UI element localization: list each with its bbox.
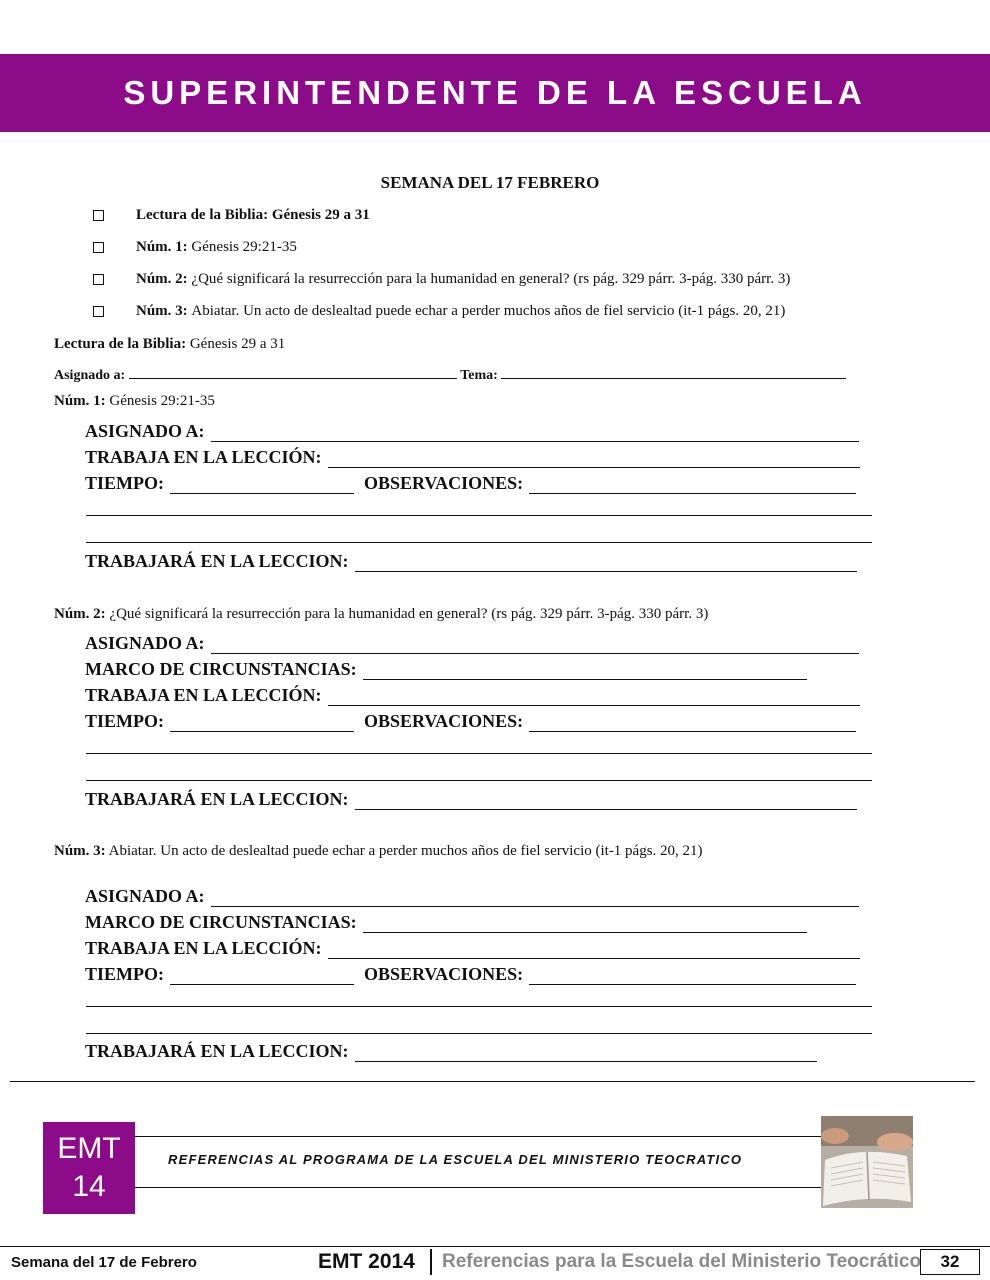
section-text: Abiatar. Un acto de deslealtad puede echar a perder muchos años de fiel servicio (it-1 págs. 20, 21) <box>108 843 703 859</box>
working-on-label: TRABAJA EN LA LECCIÓN: <box>85 938 322 958</box>
footer-separator <box>430 1249 432 1275</box>
checklist-item-bold: Lectura de la Biblia: Génesis 29 a 31 <box>136 207 370 223</box>
blank-line[interactable] <box>86 753 872 754</box>
will-work-field[interactable] <box>355 1045 817 1062</box>
footer-reference: Referencias para la Escuela del Ministerio Teocrático <box>442 1251 922 1272</box>
section-heading <box>54 606 708 623</box>
topic-label: Tema: <box>460 368 498 383</box>
assigned-field[interactable] <box>211 637 859 654</box>
footer-emt: EMT 2014 <box>318 1250 415 1273</box>
checklist-item-text: ¿Qué significará la resurrección para la humanidad en general? (rs pág. 329 párr. 3-pág. 330 párr. 3) <box>191 271 791 287</box>
working-on-label: TRABAJA EN LA LECCIÓN: <box>85 685 322 705</box>
assigned-label: ASIGNADO A: <box>85 633 205 653</box>
observations-field[interactable] <box>529 968 856 985</box>
emt-badge-line2: 14 <box>72 1170 106 1203</box>
form-row-will-work <box>85 551 857 572</box>
will-work-label: TRABAJARÁ EN LA LECCION: <box>85 1041 349 1061</box>
time-field[interactable] <box>170 968 354 985</box>
section-label: Núm. 1: <box>54 393 106 409</box>
working-on-field[interactable] <box>328 451 860 468</box>
section-heading <box>54 843 703 860</box>
section-heading <box>54 393 215 410</box>
checkbox-icon[interactable] <box>93 274 104 285</box>
checklist-item <box>93 239 297 256</box>
blank-line[interactable] <box>86 542 872 543</box>
assigned-label: Asignado a: <box>54 368 126 383</box>
working-on-field[interactable] <box>328 942 860 959</box>
form-row-time <box>85 711 856 732</box>
form-row-setting <box>85 912 807 933</box>
checklist-item-text: Abiatar. Un acto de deslealtad puede echar a perder muchos años de fiel servicio (it-1 págs. 20, 21) <box>191 303 786 319</box>
section-divider <box>10 1081 975 1082</box>
form-row-will-work <box>85 789 857 810</box>
checklist-item-bold: Núm. 2: <box>136 271 188 287</box>
assigned-label: ASIGNADO A: <box>85 421 205 441</box>
form-row-assigned <box>85 633 859 654</box>
observations-label: OBSERVACIONES: <box>364 964 524 984</box>
checklist-item-bold: Núm. 1: <box>136 239 188 255</box>
checkbox-icon[interactable] <box>93 242 104 253</box>
references-top-rule <box>135 1136 821 1137</box>
time-label: TIEMPO: <box>85 473 164 493</box>
checkbox-icon[interactable] <box>93 306 104 317</box>
form-row-time <box>85 473 856 494</box>
checklist-item <box>93 271 790 288</box>
checklist-item-bold: Núm. 3: <box>136 303 188 319</box>
assigned-label: ASIGNADO A: <box>85 886 205 906</box>
setting-field[interactable] <box>363 663 807 680</box>
assigned-topic-line <box>54 366 846 384</box>
form-row-working-on <box>85 447 860 468</box>
will-work-field[interactable] <box>355 793 857 810</box>
footer-rule <box>0 1246 990 1247</box>
will-work-label: TRABAJARÁ EN LA LECCION: <box>85 551 349 571</box>
open-bible-photo-icon <box>821 1116 913 1208</box>
will-work-field[interactable] <box>355 555 857 572</box>
blank-line[interactable] <box>86 1006 872 1007</box>
checklist-item <box>93 303 785 320</box>
form-row-time <box>85 964 856 985</box>
working-on-label: TRABAJA EN LA LECCIÓN: <box>85 447 322 467</box>
setting-label: MARCO DE CIRCUNSTANCIAS: <box>85 659 357 679</box>
references-banner-text: REFERENCIAS AL PROGRAMA DE LA ESCUELA DEL MINISTERIO TEOCRATICO <box>168 1152 743 1167</box>
section-text: Génesis 29:21-35 <box>109 393 215 409</box>
bible-reading-line <box>54 336 285 353</box>
assigned-field[interactable] <box>211 425 859 442</box>
page-number: 32 <box>920 1249 980 1275</box>
page-footer <box>0 1249 990 1277</box>
emt-badge-line1: EMT <box>57 1132 121 1165</box>
blank-line[interactable] <box>86 780 872 781</box>
assigned-field[interactable] <box>211 890 859 907</box>
section-text: ¿Qué significará la resurrección para la humanidad en general? (rs pág. 329 párr. 3-pág. 330 párr. 3) <box>109 606 709 622</box>
observations-label: OBSERVACIONES: <box>364 473 524 493</box>
form-row-assigned <box>85 421 859 442</box>
bible-reading-text: Génesis 29 a 31 <box>189 336 286 352</box>
setting-label: MARCO DE CIRCUNSTANCIAS: <box>85 912 357 932</box>
section-label: Núm. 3: <box>54 843 106 859</box>
topic-field[interactable] <box>501 366 846 379</box>
assigned-field[interactable] <box>129 366 457 379</box>
emt-badge <box>43 1122 135 1214</box>
time-field[interactable] <box>170 477 354 494</box>
observations-field[interactable] <box>529 715 856 732</box>
header-banner <box>0 54 990 132</box>
observations-label: OBSERVACIONES: <box>364 711 524 731</box>
form-row-will-work <box>85 1041 817 1062</box>
form-row-assigned <box>85 886 859 907</box>
page-title: SUPERINTENDENTE DE LA ESCUELA <box>123 74 867 111</box>
section-label: Núm. 2: <box>54 606 106 622</box>
form-row-working-on <box>85 685 860 706</box>
form-row-working-on <box>85 938 860 959</box>
time-field[interactable] <box>170 715 354 732</box>
bible-reading-label: Lectura de la Biblia: <box>54 336 187 352</box>
checklist-item-text: Génesis 29:21-35 <box>191 239 297 255</box>
time-label: TIEMPO: <box>85 711 164 731</box>
time-label: TIEMPO: <box>85 964 164 984</box>
working-on-field[interactable] <box>328 689 860 706</box>
checkbox-icon[interactable] <box>93 210 104 221</box>
will-work-label: TRABAJARÁ EN LA LECCION: <box>85 789 349 809</box>
footer-week: Semana del 17 de Febrero <box>11 1254 197 1271</box>
observations-field[interactable] <box>529 477 856 494</box>
checklist-item <box>93 207 370 224</box>
form-row-setting <box>85 659 807 680</box>
blank-line[interactable] <box>86 515 872 516</box>
references-bottom-rule <box>135 1187 821 1188</box>
blank-line[interactable] <box>86 1033 872 1034</box>
setting-field[interactable] <box>363 916 807 933</box>
week-heading: SEMANA DEL 17 FEBRERO <box>380 173 600 192</box>
